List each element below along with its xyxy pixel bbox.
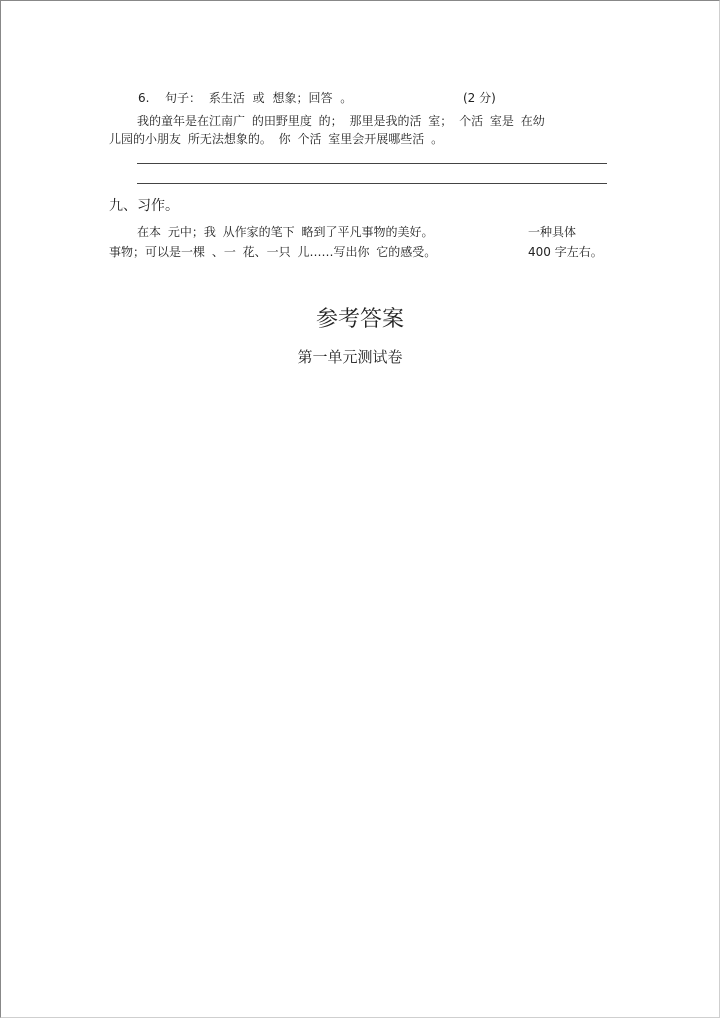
question-score: (2 分) bbox=[463, 91, 496, 105]
answer-line-1 bbox=[137, 163, 607, 164]
question-text-line1: 我的童年是在江南广 的田野里度 的； 那里是我的活 室； 个活 室是 在幼 bbox=[137, 114, 545, 128]
question-text-line2: 儿园的小朋友 所无法想象的。 你 个活 室里会开展哪些活 。 bbox=[109, 132, 444, 146]
writing-prompt-line1-left: 在本 元中；我 从作家的笔下 略到了平凡事物的美好。 bbox=[137, 225, 434, 239]
answer-line-2 bbox=[137, 183, 607, 184]
question-number: 6. bbox=[138, 91, 150, 105]
answers-subtitle: 第一单元测试卷 bbox=[297, 348, 403, 366]
section-heading: 九、习作。 bbox=[109, 198, 179, 214]
writing-prompt-line2-left: 事物；可以是一棵 、一 花、一只 儿……写出你 它的感受。 bbox=[109, 245, 437, 259]
answers-title: 参考答案 bbox=[315, 307, 404, 332]
writing-prompt-line1-right: 一种具体 bbox=[528, 225, 577, 239]
writing-prompt-line2-right: 400 字左右。 bbox=[528, 245, 603, 259]
question-prompt: 句子： 系生活 或 想象；回答 。 bbox=[165, 91, 353, 105]
